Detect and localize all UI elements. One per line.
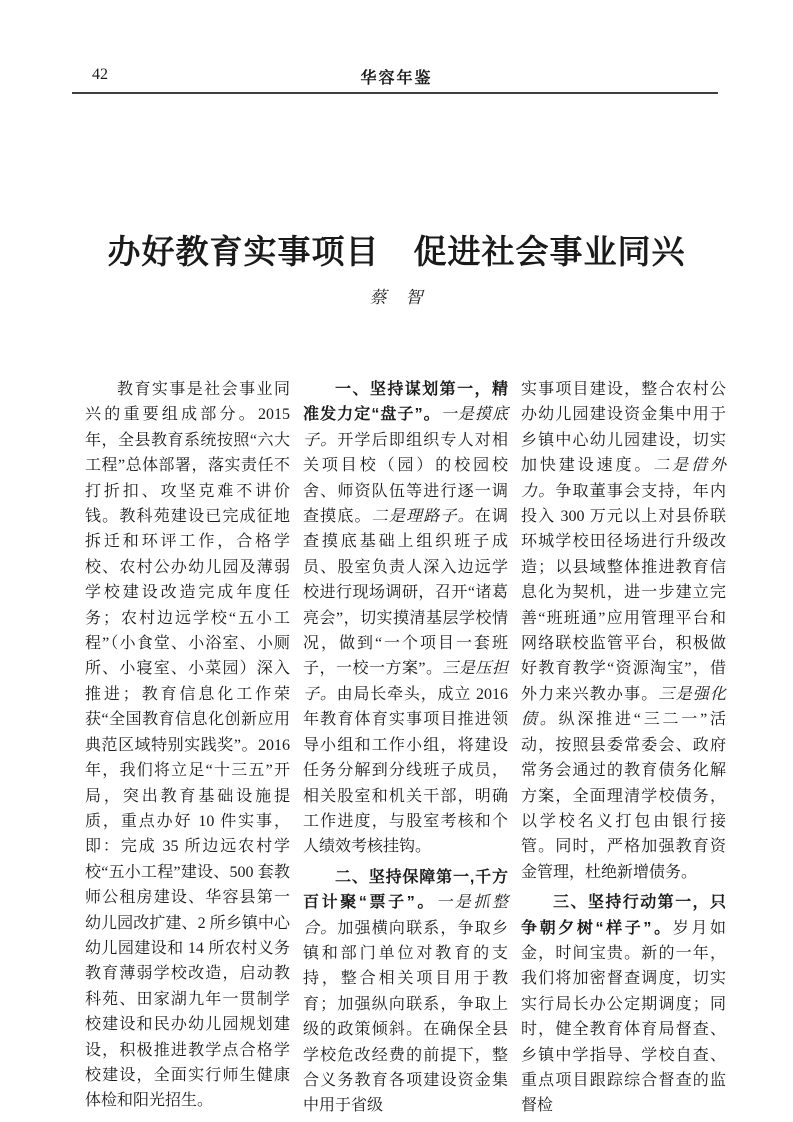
paragraph — [303, 865, 508, 1119]
article-body — [85, 377, 727, 1119]
emphasis-run: 三是压担子。 — [303, 660, 508, 703]
emphasis-run: 一是抓整合。 — [303, 894, 508, 937]
text-run: 岁月如金，时间宝贵。新的一年，我们将加密督查调度，切实实行局长办公定期调度；同时，健全教育体育局督查、乡镇中学指导、学校自查、重点项目跟踪综合督查的监督检 — [521, 919, 726, 1115]
header-rule — [72, 92, 718, 94]
paragraph — [521, 890, 726, 1119]
text-run: 加强横向联系，争取乡镇和部门单位对教育的支持，整合相关项目用于教育；加强纵向联系，争取上级的政策倾斜。在确保全县学校危改经费的前提下，整合义务教育各项建设资金集中用于省级 — [303, 919, 508, 1115]
section-heading: 二、坚持保障第一,千方百计聚“票子”。 — [303, 868, 508, 912]
article-author: 蔡 智 — [369, 288, 424, 307]
emphasis-run: 一是摸底子。 — [303, 406, 508, 449]
column-middle — [303, 377, 508, 1119]
paragraph — [85, 377, 290, 1114]
column-left — [85, 377, 290, 1119]
text-run: 纵深推进“三二一”活动，按照县委常委会、政府常务会通过的教育债务化解方案，全面理清学校债务，以学校名义打包由银行接管。同时，严格加强教育资金管理，杜绝新增债务。 — [521, 711, 726, 881]
running-header-title: 华容年鉴 — [360, 70, 433, 87]
emphasis-run: 二是理路子。 — [371, 508, 475, 526]
text-run: 实事项目建设，整合农村公办幼儿园建设资金集中用于乡镇中心幼儿园建设，切实加快建设速度。 — [521, 381, 726, 475]
section-heading: 三、坚持行动第一，只争朝夕树“样子”。 — [521, 894, 726, 937]
text-run: 开学后即组织专人对相关项目校（园）的校园校舍、师资队伍等进行逐一调查摸底。 — [303, 431, 508, 526]
emphasis-run: 二是借外力。 — [521, 457, 726, 500]
paragraph — [521, 377, 726, 885]
column-right — [521, 377, 726, 1119]
paragraph — [303, 377, 508, 860]
article-title: 办好教育实事项目 促进社会事业同兴 — [107, 235, 686, 272]
text-run: 在调查摸底基础上组织班子成员、股室负责人深入边远学校进行现场调研，召开“诸葛亮会”，切实摸清基层学校情况，做到“一个项目一套班子，一校一方案”。 — [303, 508, 508, 678]
page-number: 42 — [92, 66, 108, 83]
section-heading: 一、坚持谋划第一，精准发力定“盘子”。 — [303, 381, 508, 424]
emphasis-run: 三是强化债。 — [521, 685, 726, 729]
text-run: 争取董事会支持，年内投入 300 万元以上对县侨联环城学校田径场进行升级改造；以县域整体推进教育信息化为契机，进一步建立完善“班班通”应用管理平台和网络联校监管平台，积极做好教育教学“资源淘宝”，借外力来兴教办事。 — [521, 482, 726, 703]
text-run: 教育实事是社会事业同兴的重要组成部分。2015 年，全县教育系统按照“六大工程”总体部署，落实责任不打折扣、攻坚克难不讲价钱。教科苑建设已完成征地拆迁和环评工作，合格学校、农村公办幼儿园及薄弱学校建设改造完成年度任务；农村边远学校“五小工程”（小食堂、小浴室、小厕所、小寝室、小菜园）深入推进；教育信息化工作荣获“全国教育信息化创新应用典范区域特别实践奖”。2016 年，我们将立足“十三五”开局，突出教育基础设施提质，重点办好 10 件实事，即：完成 35 所边远农村学校“五小工程”建设、500 套教师公租房建设、华容县第一幼儿园改扩建、2 所乡镇中心幼儿园建设和 14 所农村义务教育薄弱学校改造，启动教科苑、田家湖九年一贯制学校建设和民办幼儿园规划建设，积极推进教学点合格学校建设，全面实行师生健康体检和阳光招生。 — [85, 381, 290, 1110]
text-run: 由局长牵头，成立 2016 年教育体育实事项目推进领导小组和工作小组，将建设任务分解到分线班子成员，相关股室和机关干部，明确工作进度，与股室考核和个人绩效考核挂钩。 — [303, 685, 508, 856]
